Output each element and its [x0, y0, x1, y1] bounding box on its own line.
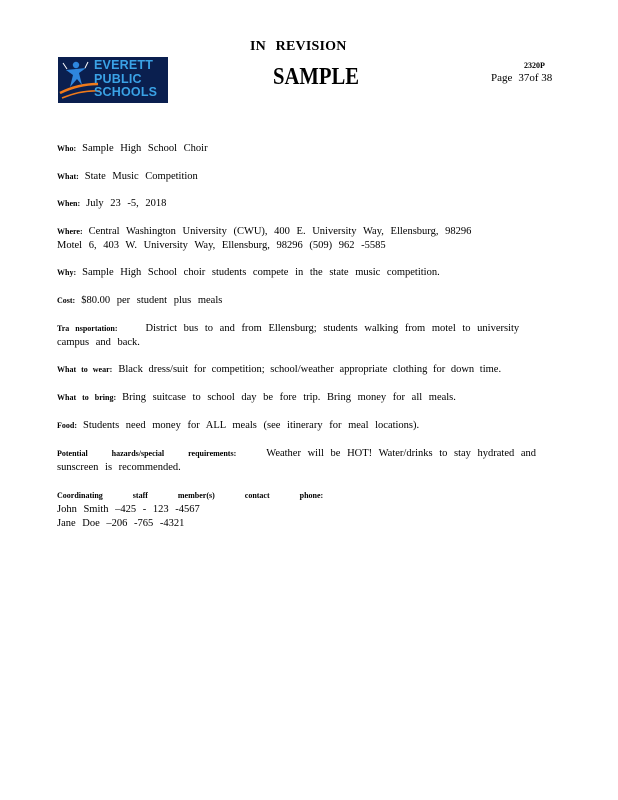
field-cost	[57, 294, 222, 308]
field-who	[57, 142, 208, 156]
field-label: Coordinating staff member(s) contact phone:	[57, 491, 324, 500]
field-value: District bus to and from Ellensburg; students walking from motel to university	[145, 323, 520, 334]
field-label: Food:	[57, 421, 77, 430]
district-logo	[58, 57, 168, 103]
field-value-continued: sunscreen is recommended.	[57, 462, 181, 473]
field-label: Who:	[57, 144, 77, 153]
field-value: Sample High School choir students compete in the state music competition.	[82, 267, 440, 278]
field-transportation	[57, 322, 519, 350]
sample-watermark-title: SAMPLE	[273, 64, 360, 90]
field-value: $80.00 per student plus meals	[81, 295, 223, 306]
contact-entry: John Smith –425 - 123 -4567	[57, 504, 200, 515]
field-why	[57, 266, 440, 280]
field-label: Tra nsportation:	[57, 324, 118, 333]
field-where	[57, 225, 471, 253]
field-label: What:	[57, 172, 79, 181]
page-value: 37of 38	[518, 72, 553, 84]
field-what-to-bring	[57, 391, 456, 405]
field-value: Weather will be HOT! Water/drinks to stay hydrated and	[266, 448, 537, 459]
field-what-to-wear	[57, 363, 501, 377]
field-value: Bring suitcase to school day be fore trip. Bring money for all meals.	[122, 392, 456, 403]
field-what	[57, 170, 198, 184]
field-value-continued: Motel 6, 403 W. University Way, Ellensburg, 98296 (509) 962 -5585	[57, 240, 386, 251]
field-value: Students need money for ALL meals (see itinerary for meal locations).	[83, 420, 420, 431]
field-when	[57, 197, 166, 211]
field-label: Cost:	[57, 296, 76, 305]
field-contacts	[57, 489, 329, 531]
field-label: When:	[57, 199, 81, 208]
contact-entry: Jane Doe –206 -765 -4321	[57, 518, 185, 529]
logo-line: PUBLIC	[94, 71, 142, 86]
logo-line: EVERETT	[94, 58, 154, 72]
field-value: Sample High School Choir	[82, 143, 208, 154]
field-label: Where:	[57, 227, 83, 236]
field-hazards	[57, 447, 536, 475]
field-food	[57, 419, 419, 433]
logo-line: SCHOOLS	[94, 85, 158, 99]
policy-number: 2320P	[524, 61, 545, 70]
page-number	[491, 72, 558, 84]
field-value: Central Washington University (CWU), 400 E. University Way, Ellensburg, 98296	[88, 226, 472, 237]
page-label: Page	[491, 72, 513, 84]
field-value: State Music Competition	[84, 171, 198, 182]
field-label: What to wear:	[57, 365, 113, 374]
field-value-continued: campus and back.	[57, 337, 140, 348]
field-label: What to bring:	[57, 393, 117, 402]
field-label: Why:	[57, 268, 77, 277]
field-label: Potential hazards/special requirements:	[57, 449, 237, 458]
revision-status: IN REVISION	[250, 39, 347, 54]
field-value: Black dress/suit for competition; school/weather appropriate clothing for down time.	[118, 364, 502, 375]
logo-wordmark	[94, 59, 157, 100]
field-value: July 23 -5, 2018	[86, 198, 167, 209]
